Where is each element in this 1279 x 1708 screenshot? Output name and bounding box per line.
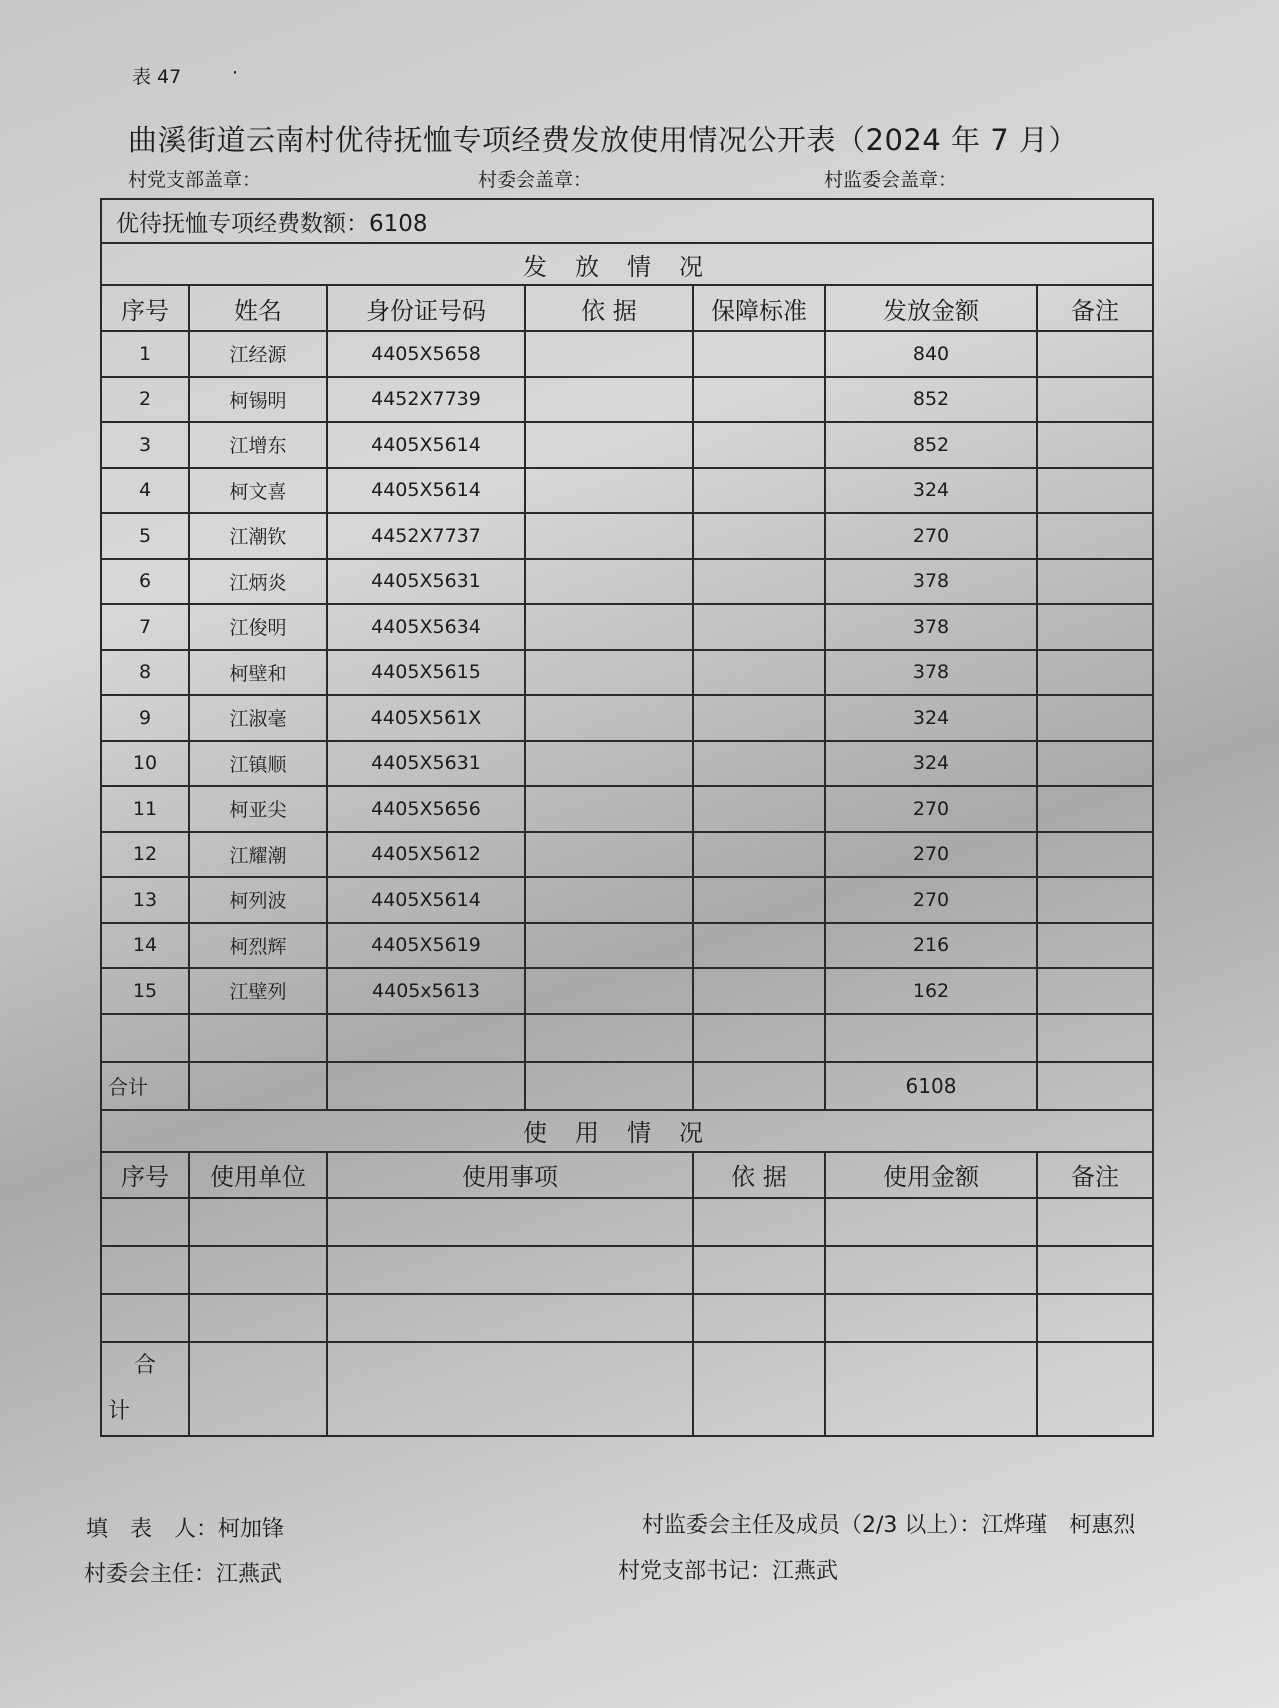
- row-no: 14: [101, 923, 189, 969]
- table-row: [101, 468, 1153, 514]
- row-amount: 162: [825, 968, 1037, 1014]
- row-standard: [693, 377, 825, 423]
- row-no: 5: [101, 513, 189, 559]
- row-id: 4405X5612: [327, 832, 525, 878]
- usage-header-no: 序号: [101, 1152, 189, 1198]
- row-no: 3: [101, 422, 189, 468]
- col-header-basis: 依 据: [525, 285, 693, 331]
- row-no: 7: [101, 604, 189, 650]
- row-name: 柯列波: [189, 877, 327, 923]
- row-standard: [693, 695, 825, 741]
- row-remark: [1037, 422, 1153, 468]
- row-name: 江镇顺: [189, 741, 327, 787]
- row-id: 4405X5656: [327, 786, 525, 832]
- row-id: 4452X7737: [327, 513, 525, 559]
- row-id: 4405X561X: [327, 695, 525, 741]
- row-standard: [693, 604, 825, 650]
- col-header-no: 序号: [101, 285, 189, 331]
- row-remark: [1037, 468, 1153, 514]
- row-standard: [693, 422, 825, 468]
- row-basis: [525, 832, 693, 878]
- table-row: [101, 650, 1153, 696]
- row-no: 8: [101, 650, 189, 696]
- row-id: 4405X5631: [327, 741, 525, 787]
- committee-stamp-label: 村委会盖章：: [478, 169, 593, 191]
- row-amount: 324: [825, 741, 1037, 787]
- row-id: 4405X5634: [327, 604, 525, 650]
- stray-dot: ·: [232, 62, 239, 84]
- row-name: 江增东: [189, 422, 327, 468]
- row-remark: [1037, 923, 1153, 969]
- usage-section-row: [101, 1110, 1153, 1152]
- row-id: 4405X5658: [327, 331, 525, 377]
- row-id: 4405X5615: [327, 650, 525, 696]
- distribution-header-row: [101, 285, 1153, 331]
- row-amount: 852: [825, 377, 1037, 423]
- fund-amount-row: [101, 199, 1153, 243]
- row-standard: [693, 877, 825, 923]
- row-standard: [693, 786, 825, 832]
- row-id: 4405x5613: [327, 968, 525, 1014]
- table-row: [101, 786, 1153, 832]
- row-basis: [525, 741, 693, 787]
- row-id: 4405X5631: [327, 559, 525, 605]
- col-header-amount: 发放金额: [825, 285, 1037, 331]
- row-amount: 378: [825, 650, 1037, 696]
- distribution-total-label: 合计: [101, 1062, 189, 1110]
- col-header-id: 身份证号码: [327, 285, 525, 331]
- row-name: 柯亚尖: [189, 786, 327, 832]
- director-name: 江燕武: [216, 1562, 283, 1587]
- row-remark: [1037, 695, 1153, 741]
- disclosure-table: [100, 198, 1154, 1437]
- supervision-stamp-label: 村监委会盖章：: [824, 169, 958, 191]
- table-row: [101, 422, 1153, 468]
- table-row: [101, 832, 1153, 878]
- row-remark: [1037, 604, 1153, 650]
- row-id: 4452X7739: [327, 377, 525, 423]
- row-basis: [525, 468, 693, 514]
- row-amount: 840: [825, 331, 1037, 377]
- row-basis: [525, 604, 693, 650]
- row-remark: [1037, 968, 1153, 1014]
- supervision-label: 村监委会主任及成员（2/3 以上）：: [642, 1513, 982, 1538]
- row-amount: 378: [825, 604, 1037, 650]
- fund-amount: 优待抚恤专项经费数额：6108: [101, 199, 1153, 243]
- row-remark: [1037, 559, 1153, 605]
- distribution-total-row: [101, 1062, 1153, 1110]
- filler-name: 柯加锋: [218, 1517, 285, 1542]
- row-remark: [1037, 832, 1153, 878]
- usage-header-basis: 依 据: [693, 1152, 825, 1198]
- secretary-line: [618, 1554, 838, 1585]
- row-amount: 270: [825, 786, 1037, 832]
- row-remark: [1037, 741, 1153, 787]
- row-name: 柯烈辉: [189, 923, 327, 969]
- table-row: [101, 513, 1153, 559]
- row-basis: [525, 786, 693, 832]
- row-standard: [693, 468, 825, 514]
- filler-line: [86, 1512, 284, 1543]
- row-basis: [525, 559, 693, 605]
- row-basis: [525, 650, 693, 696]
- row-no: 6: [101, 559, 189, 605]
- row-standard: [693, 923, 825, 969]
- row-name: 柯锡明: [189, 377, 327, 423]
- row-basis: [525, 422, 693, 468]
- row-no: 4: [101, 468, 189, 514]
- usage-section-title: 使用情况: [101, 1110, 1153, 1152]
- row-remark: [1037, 331, 1153, 377]
- row-remark: [1037, 877, 1153, 923]
- row-amount: 270: [825, 832, 1037, 878]
- row-no: 12: [101, 832, 189, 878]
- usage-row: [101, 1294, 1153, 1342]
- supervision-line: [642, 1508, 1135, 1539]
- secretary-name: 江燕武: [772, 1559, 839, 1584]
- table-row: [101, 695, 1153, 741]
- row-no: 2: [101, 377, 189, 423]
- row-basis: [525, 923, 693, 969]
- director-line: [84, 1557, 282, 1588]
- distribution-section-title: 发放情况: [101, 243, 1153, 285]
- row-no: 11: [101, 786, 189, 832]
- row-name: 江炳炎: [189, 559, 327, 605]
- col-header-name: 姓名: [189, 285, 327, 331]
- usage-total-label: [101, 1342, 189, 1436]
- row-no: 9: [101, 695, 189, 741]
- party-stamp-label: 村党支部盖章：: [128, 169, 262, 191]
- row-name: 江经源: [189, 331, 327, 377]
- row-basis: [525, 877, 693, 923]
- table-row: [101, 923, 1153, 969]
- row-name: 江耀潮: [189, 832, 327, 878]
- row-standard: [693, 650, 825, 696]
- row-amount: 324: [825, 695, 1037, 741]
- row-amount: 324: [825, 468, 1037, 514]
- row-id: 4405X5614: [327, 468, 525, 514]
- director-label: 村委会主任：: [84, 1562, 217, 1587]
- usage-total-label-top: 合: [133, 1352, 156, 1378]
- row-standard: [693, 559, 825, 605]
- usage-header-unit: 使用单位: [189, 1152, 327, 1198]
- row-remark: [1037, 786, 1153, 832]
- row-name: 柯壁和: [189, 650, 327, 696]
- distribution-total-amount: 6108: [825, 1062, 1037, 1110]
- table-row: [101, 877, 1153, 923]
- row-name: 江潮钦: [189, 513, 327, 559]
- table-row: [101, 968, 1153, 1014]
- table-row: [101, 741, 1153, 787]
- row-no: 15: [101, 968, 189, 1014]
- usage-header-remark: 备注: [1037, 1152, 1153, 1198]
- row-standard: [693, 741, 825, 787]
- usage-total-label-bottom: 计: [108, 1398, 131, 1424]
- row-amount: 216: [825, 923, 1037, 969]
- usage-row: [101, 1246, 1153, 1294]
- secretary-label: 村党支部书记：: [618, 1559, 773, 1584]
- row-basis: [525, 968, 693, 1014]
- col-header-remark: 备注: [1037, 285, 1153, 331]
- row-no: 13: [101, 877, 189, 923]
- row-standard: [693, 832, 825, 878]
- table-row: [101, 377, 1153, 423]
- row-amount: 270: [825, 877, 1037, 923]
- row-name: 江壁列: [189, 968, 327, 1014]
- row-remark: [1037, 650, 1153, 696]
- row-id: 4405X5614: [327, 422, 525, 468]
- table-row: [101, 559, 1153, 605]
- row-standard: [693, 513, 825, 559]
- blank-row: [101, 1014, 1153, 1062]
- row-basis: [525, 331, 693, 377]
- table-row: [101, 331, 1153, 377]
- row-no: 10: [101, 741, 189, 787]
- usage-total-row: [101, 1342, 1153, 1436]
- row-amount: 852: [825, 422, 1037, 468]
- distribution-section-row: [101, 243, 1153, 285]
- row-basis: [525, 695, 693, 741]
- row-remark: [1037, 377, 1153, 423]
- usage-row: [101, 1198, 1153, 1246]
- usage-header-item: 使用事项: [327, 1152, 693, 1198]
- table-row: [101, 604, 1153, 650]
- table-number: 表 47: [132, 66, 182, 88]
- usage-header-amount: 使用金额: [825, 1152, 1037, 1198]
- row-amount: 378: [825, 559, 1037, 605]
- row-name: 江俊明: [189, 604, 327, 650]
- row-standard: [693, 331, 825, 377]
- page-title: 曲溪街道云南村优待抚恤专项经费发放使用情况公开表（2024 年 7 月）: [128, 123, 1078, 157]
- row-no: 1: [101, 331, 189, 377]
- usage-header-row: [101, 1152, 1153, 1198]
- row-id: 4405X5614: [327, 877, 525, 923]
- supervision-members: 江烨瑾 柯惠烈: [981, 1513, 1136, 1538]
- row-amount: 270: [825, 513, 1037, 559]
- row-remark: [1037, 513, 1153, 559]
- col-header-standard: 保障标准: [693, 285, 825, 331]
- row-basis: [525, 513, 693, 559]
- row-name: 柯文喜: [189, 468, 327, 514]
- row-name: 江淑毫: [189, 695, 327, 741]
- filler-label: 填 表 人：: [86, 1517, 219, 1542]
- row-id: 4405X5619: [327, 923, 525, 969]
- row-standard: [693, 968, 825, 1014]
- row-basis: [525, 377, 693, 423]
